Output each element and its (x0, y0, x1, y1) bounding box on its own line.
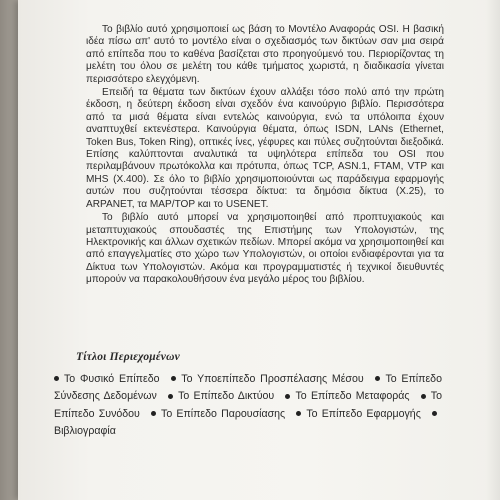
cover-edge-shading (486, 0, 500, 500)
paragraph-second-edition: Επειδή τα θέματα των δικτύων έχουν αλλάξει τόσο πολύ από την πρώτη έκδοση, η δεύτερη έκδοση είναι σχεδόν ένα καινούργιο βιβλίο. Περισσότερα από τα μισά θέματα είναι εντελώς καινούργια, ενώ τα υπόλοιπα έχουν αναπτυχθεί εκτενέστερα. Καινούργια θέματα, όπως ISDN, LANs (Ethernet, Token Bus, Token Ring), οπτικές ίνες, γέφυρες και πύλες συζητούνται διεξοδικά. Επίσης καλύπτονται αναλυτικά τα υψηλότερα επίπεδα του OSI που περιλαμβάνουν πρωτόκολλα και πρότυπα, όπως TCP, ASN.1, FTAM, VTP και MHS (X.400). Σε όλο το βιβλίο χρησιμοποιούνται ως παράδειγμα εφαρμογής αυτών που συζητούνται τέσσερα δίκτυα: τα δημόσια δίκτυα (X.25), το ARPANET, τα MAP/TOP και το USENET. (86, 87, 444, 210)
paragraph-osi-model: Το βιβλίο αυτό χρησιμοποιεί ως βάση το Μοντέλο Αναφοράς OSI. Η βασική ιδέα πίσω απ' αυτό το μοντέλο είναι ο σχεδιασμός των δικτύων σαν μια σειρά από επίπεδα που το καθένα βασίζεται στο προηγούμενό του. Περιορίζοντας τη μελέτη του όλου σε μελέτη του κάθε τμήματος χωριστά, η διαδικασία γίνεται περισσότερο ελεγχόμενη. (86, 24, 444, 85)
contents-item: Βιβλιογραφία (54, 424, 116, 437)
bullet-icon (296, 411, 301, 416)
paragraph-audience: Το βιβλίο αυτό μπορεί να χρησιμοποιηθεί από προπτυχιακούς και μεταπτυχιακούς σπουδαστές της Επιστήμης των Υπολογιστών, της Ηλεκτρονικής και άλλων σχετικών πεδίων. Μπορεί ακόμα να χρησιμοποιηθεί και από επαγγελματίες στο χώρο των Υπολογιστών, οι οποίοι ενδιαφέρονται για τα Δίκτυα των Υπολογιστών. Ακόμα και προγραμματιστές ή τεχνικοί διευθυντές μπορούν να παρακολουθήσουν ένα μεγάλο μέρος του βιβλίου. (86, 212, 444, 286)
bullet-icon (421, 394, 426, 399)
bullet-icon (151, 411, 156, 416)
contents-heading: Τίτλοι Περιεχομένων (76, 351, 180, 363)
book-back-cover (18, 0, 500, 500)
contents-item: Το Επίπεδο Παρουσίασης (161, 407, 286, 420)
contents-item: Το Επίπεδο Σύνδεσης Δεδομένων (54, 373, 442, 403)
bullet-icon (285, 394, 290, 399)
contents-item: Το Φυσικό Επίπεδο (64, 373, 160, 385)
contents-item: Το Επίπεδο Δικτύου (178, 390, 275, 403)
contents-item: Το Επίπεδο Μεταφοράς (295, 390, 410, 403)
contents-list (54, 371, 442, 440)
bullet-icon (171, 376, 176, 381)
contents-item: Το Επίπεδο Εφαρμογής (306, 407, 421, 420)
bullet-icon (375, 376, 380, 381)
bullet-icon (432, 411, 437, 416)
bullet-icon (168, 394, 173, 399)
contents-item: Το Επίπεδο Συνόδου (54, 390, 442, 420)
bullet-icon (54, 376, 59, 381)
description-text (86, 24, 444, 288)
contents-item: Το Υποεπίπεδο Προσπέλασης Μέσου (181, 373, 364, 385)
